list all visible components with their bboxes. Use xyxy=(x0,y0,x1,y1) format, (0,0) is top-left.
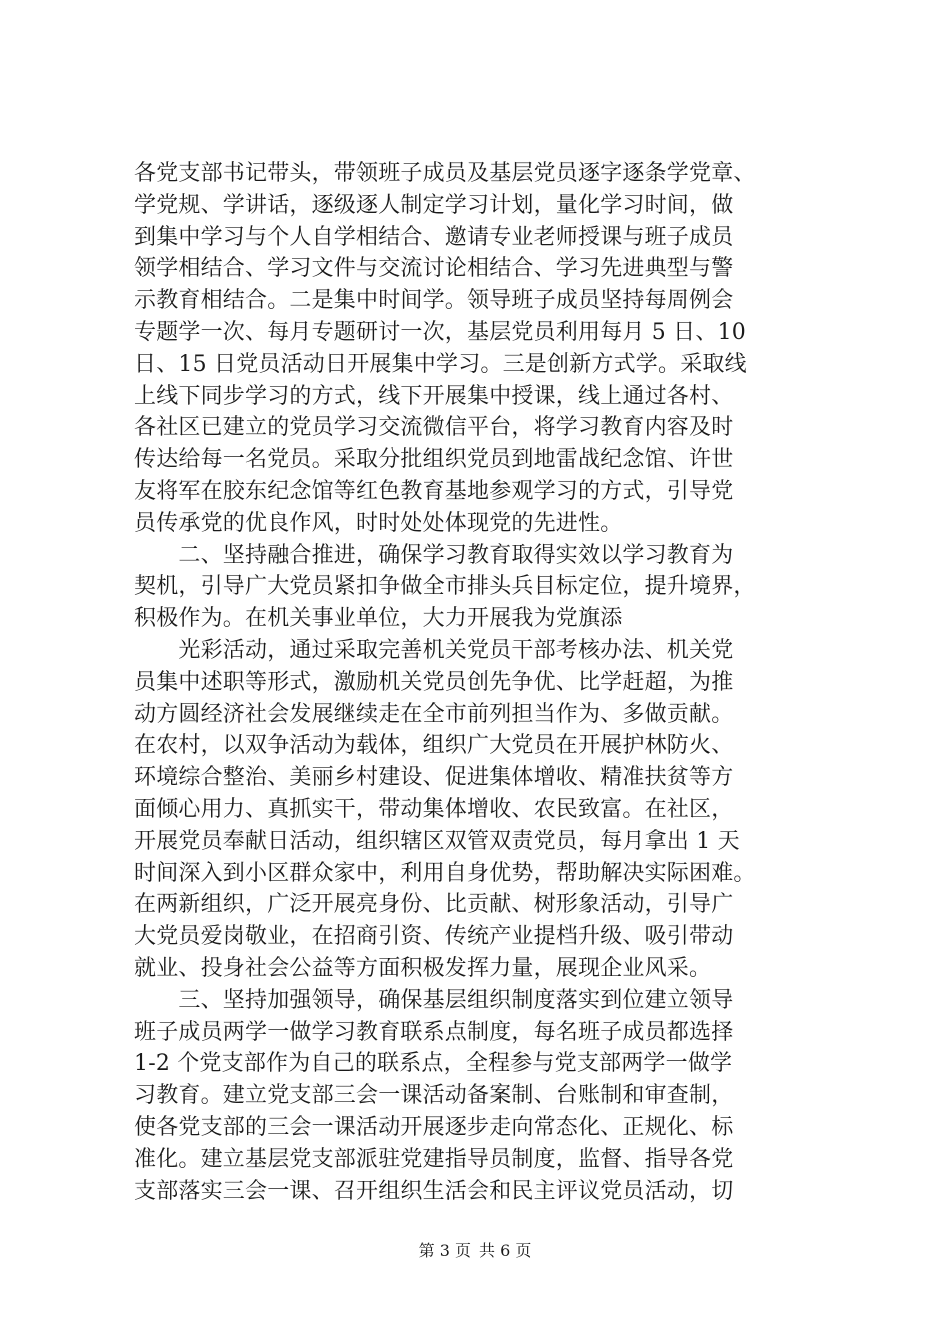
text-line: 准化。建立基层党支部派驻党建指导员制度，监督、指导各党 xyxy=(134,1146,734,1172)
text-line: 友将军在胶东纪念馆等红色教育基地参观学习的方式，引导党 xyxy=(134,478,734,504)
section-heading-line: 二、坚持融合推进，确保学习教育取得实效以学习教育为 xyxy=(134,542,734,568)
text-line: 面倾心用力、真抓实干，带动集体增收、农民致富。在社区， xyxy=(134,796,734,822)
text-line: 到集中学习与个人自学相结合、邀请专业老师授课与班子成员 xyxy=(134,224,734,250)
text-line: 在两新组织，广泛开展亮身份、比贡献、树形象活动，引导广 xyxy=(134,892,734,918)
page-number: 第 3 页 xyxy=(418,1241,471,1260)
text-line: 上线下同步学习的方式，线下开展集中授课，线上通过各村、 xyxy=(134,383,734,409)
text-line: 环境综合整治、美丽乡村建设、促进集体增收、精准扶贫等方 xyxy=(134,765,734,791)
text-line: 员集中述职等形式，激励机关党员创先争优、比学赶超，为推 xyxy=(134,669,734,695)
total-pages: 共 6 页 xyxy=(479,1241,532,1260)
text-line: 日、15 日党员活动日开展集中学习。三是创新方式学。采取线 xyxy=(134,351,747,377)
page-footer xyxy=(0,1240,950,1262)
text-line: 学党规、学讲话，逐级逐人制定学习计划，量化学习时间，做 xyxy=(134,192,734,218)
text-line: 就业、投身社会公益等方面积极发挥力量，展现企业风采。 xyxy=(134,955,712,981)
text-line: 员传承党的优良作风，时时处处体现党的先进性。 xyxy=(134,510,623,536)
text-line: 示教育相结合。二是集中时间学。领导班子成员坚持每周例会 xyxy=(134,288,734,314)
text-line: 开展党员奉献日活动，组织辖区双管双责党员，每月拿出 1 天 xyxy=(134,828,740,854)
text-line: 积极作为。在机关事业单位，大力开展我为党旗添 xyxy=(134,606,623,632)
text-line: 动方圆经济社会发展继续走在全市前列担当作为、多做贡献。 xyxy=(134,701,734,727)
text-line: 1-2 个党支部作为自己的联系点，全程参与党支部两学一做学 xyxy=(134,1051,733,1077)
text-line: 习教育。建立党支部三会一课活动备案制、台账制和审查制， xyxy=(134,1083,734,1109)
text-line: 时间深入到小区群众家中，利用自身优势，帮助解决实际困难。 xyxy=(134,860,756,886)
text-line: 使各党支部的三会一课活动开展逐步走向常态化、正规化、标 xyxy=(134,1114,734,1140)
text-line: 各党支部书记带头，带领班子成员及基层党员逐字逐条学党章、 xyxy=(134,161,756,186)
text-line: 班子成员两学一做学习教育联系点制度，每名班子成员都选择 xyxy=(134,1019,734,1045)
text-line: 契机，引导广大党员紧扣争做全市排头兵目标定位，提升境界， xyxy=(134,574,756,600)
text-line: 传达给每一名党员。采取分批组织党员到地雷战纪念馆、许世 xyxy=(134,447,734,473)
section-heading-line: 三、坚持加强领导，确保基层组织制度落实到位建立领导 xyxy=(134,987,734,1013)
text-line: 在农村，以双争活动为载体，组织广大党员在开展护林防火、 xyxy=(134,733,734,759)
text-line: 各社区已建立的党员学习交流微信平台，将学习教育内容及时 xyxy=(134,415,734,441)
document-body xyxy=(134,158,834,1207)
text-line: 专题学一次、每月专题研讨一次，基层党员利用每月 5 日、10 xyxy=(134,319,746,345)
paragraph-start-line: 光彩活动，通过采取完善机关党员干部考核办法、机关党 xyxy=(134,637,734,663)
text-line: 大党员爱岗敬业，在招商引资、传统产业提档升级、吸引带动 xyxy=(134,924,734,950)
text-line: 领学相结合、学习文件与交流讨论相结合、学习先进典型与警 xyxy=(134,256,734,282)
text-line: 支部落实三会一课、召开组织生活会和民主评议党员活动，切 xyxy=(134,1178,734,1204)
